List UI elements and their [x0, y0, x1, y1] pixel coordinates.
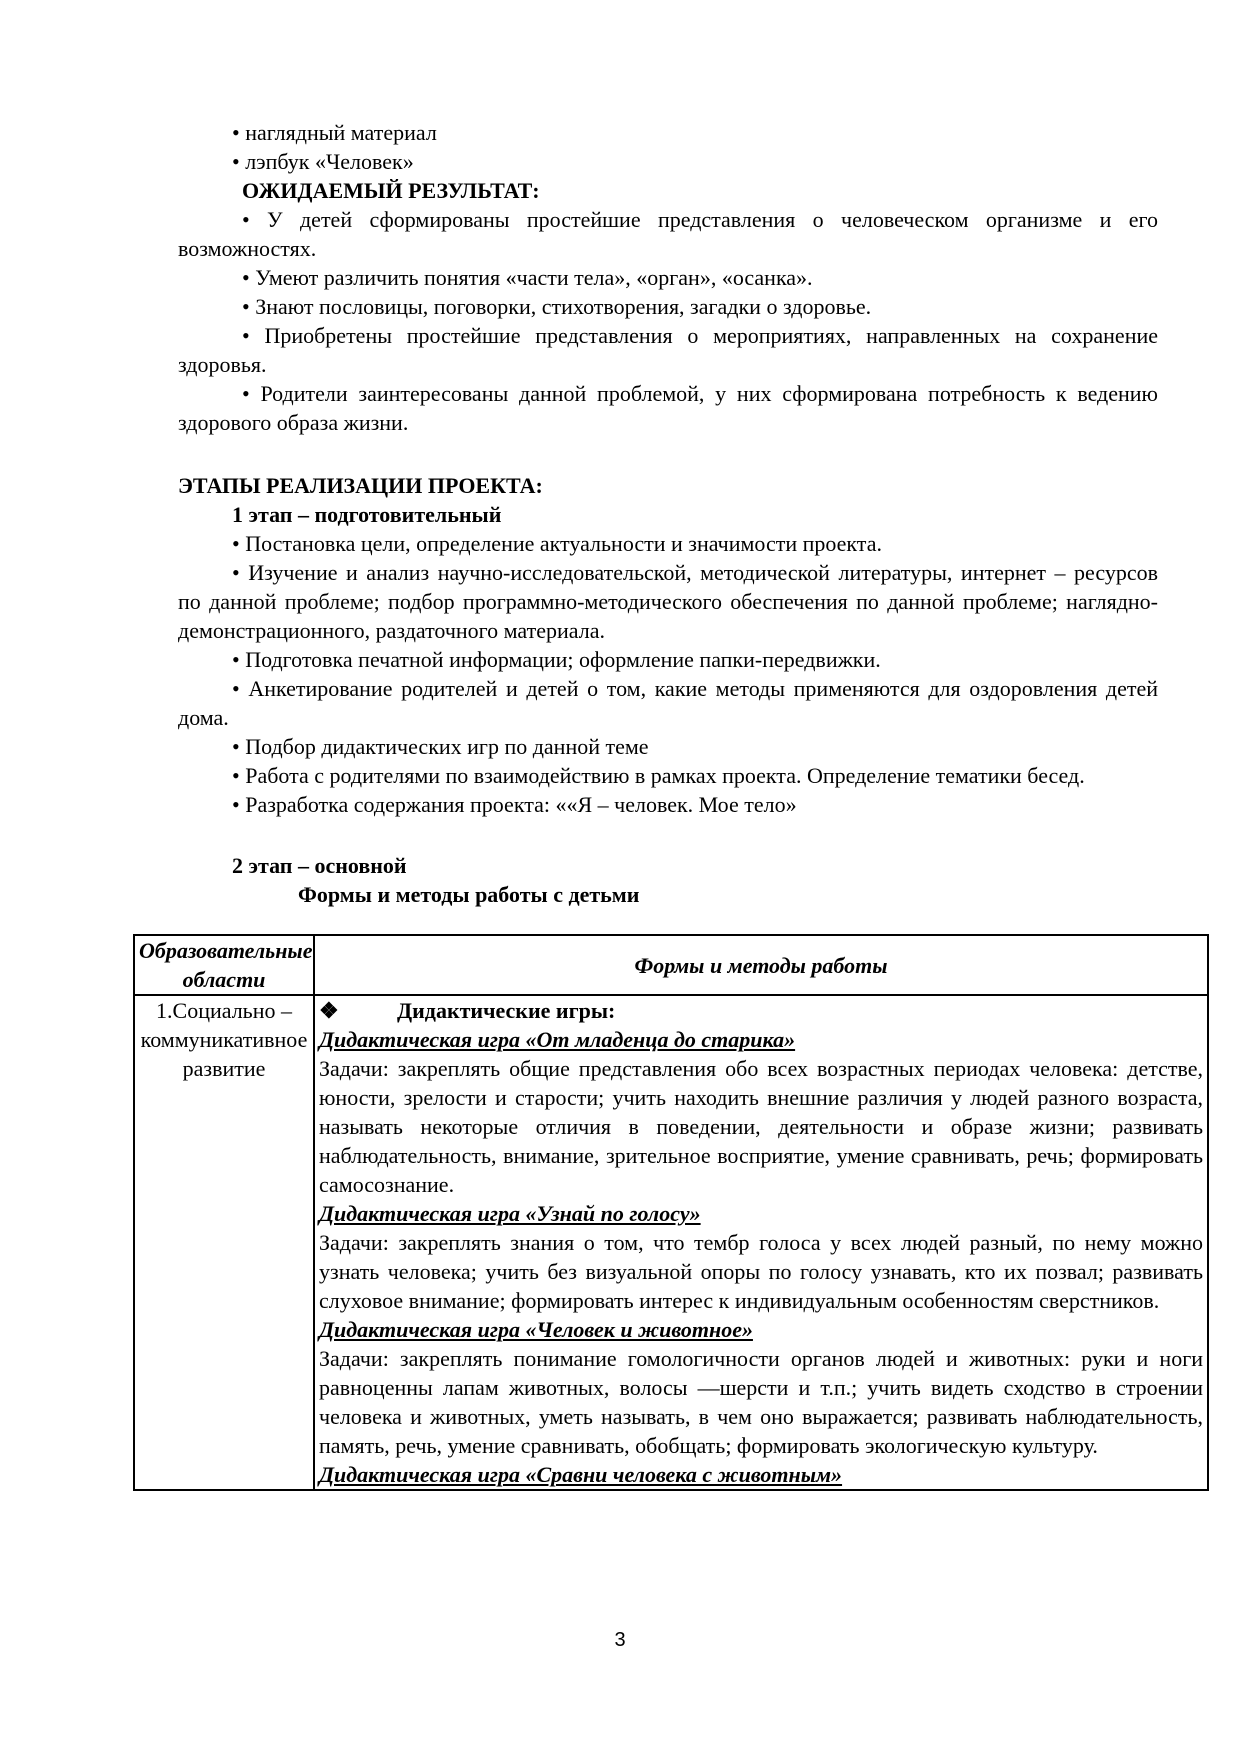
game-title: Дидактическая игра «Узнай по голосу»: [319, 1201, 701, 1226]
game-title: Дидактическая игра «Сравни человека с животным»: [319, 1462, 843, 1487]
expected-item: • Приобретены простейшие представления о мероприятиях, направленных на сохранение здоровья.: [178, 323, 1158, 377]
page-number: 3: [614, 1629, 626, 1651]
header-areas: Образовательные области: [134, 935, 314, 995]
expected-item: • Умеют различить понятия «части тела», «орган», «осанка».: [242, 265, 813, 290]
stage1-item: • Изучение и анализ научно-исследовательской, методической литературы, интернет – ресурсов по данной проблеме; подбор программно-методического обеспечения по данной проблеме; наглядно-демонстрационного, раздаточного материала.: [178, 560, 1158, 643]
stage1-item: • Анкетирование родителей и детей о том, какие методы применяются для оздоровления детей дома.: [178, 676, 1158, 730]
stage1-item: • Разработка содержания проекта: ««Я – человек. Мое тело»: [232, 792, 797, 817]
stage1-title: 1 этап – подготовительный: [232, 502, 502, 527]
table-header-row: [134, 935, 1208, 995]
table-row: [134, 995, 1208, 1490]
game-title: Дидактическая игра «Человек и животное»: [319, 1317, 753, 1342]
stage1-item: • Работа с родителями по взаимодействию в рамках проекта. Определение тематики бесед.: [232, 763, 1085, 788]
section-title: [319, 996, 1203, 1025]
expected-item: • Родители заинтересованы данной проблемой, у них сформирована потребность к ведению здорового образа жизни.: [178, 381, 1158, 435]
expected-item: • Знают пословицы, поговорки, стихотворения, загадки о здоровье.: [242, 294, 872, 319]
game-task: Задачи: закреплять понимание гомологичности органов людей и животных: руки и ноги равноценны лапам животных, волосы —шерсти и т.п.; учить видеть сходство в строении человека и животных, уметь называть, в чем оно выражается; развивать наблюдательность, память, речь, умение сравнивать, обобщать; формировать экологическую культуру.: [319, 1346, 1203, 1458]
stage2-subtitle: Формы и методы работы с детьми: [298, 882, 640, 907]
expected-result-heading: ОЖИДАЕМЫЙ РЕЗУЛЬТАТ:: [242, 178, 540, 203]
stage1-item: • Подбор дидактических игр по данной теме: [232, 734, 649, 759]
game-task: Задачи: закреплять общие представления обо всех возрастных периодах человека: детстве, юности, зрелости и старости; учить находить внешние различия у людей разного возраста, называть некоторые отличия в поведении, деятельности и образе жизни; развивать наблюдательность, внимание, зрительное восприятие, умение сравнивать, речь; формировать самосознание.: [319, 1056, 1203, 1197]
methods-cell: [314, 995, 1208, 1490]
methods-table-wrapper: [133, 934, 1209, 1491]
header-methods: Формы и методы работы: [314, 935, 1208, 995]
diamond-bullet-icon: ❖: [319, 998, 339, 1023]
material-item: • лэпбук «Человек»: [232, 149, 414, 174]
material-item: • наглядный материал: [232, 120, 437, 145]
area-cell: 1.Социально – коммуникативное развитие: [134, 995, 314, 1490]
stage1-item: • Постановка цели, определение актуальности и значимости проекта.: [232, 531, 882, 556]
stages-heading: ЭТАПЫ РЕАЛИЗАЦИИ ПРОЕКТА:: [178, 473, 543, 498]
section-title-text: Дидактические игры:: [397, 998, 616, 1023]
stage2-title: 2 этап – основной: [232, 853, 407, 878]
stage1-item: • Подготовка печатной информации; оформление папки-передвижки.: [232, 647, 881, 672]
game-title: Дидактическая игра «От младенца до старика»: [319, 1027, 796, 1052]
document-body: [178, 118, 1158, 909]
game-task: Задачи: закреплять знания о том, что тембр голоса у всех людей разный, по нему можно узнать человека; учить без визуальной опоры по голосу узнавать, кто их позвал; развивать слуховое внимание; формировать интерес к индивидуальным особенностям сверстников.: [319, 1230, 1203, 1313]
methods-table: [133, 934, 1209, 1491]
expected-item: • У детей сформированы простейшие представления о человеческом организме и его возможностях.: [178, 207, 1158, 261]
